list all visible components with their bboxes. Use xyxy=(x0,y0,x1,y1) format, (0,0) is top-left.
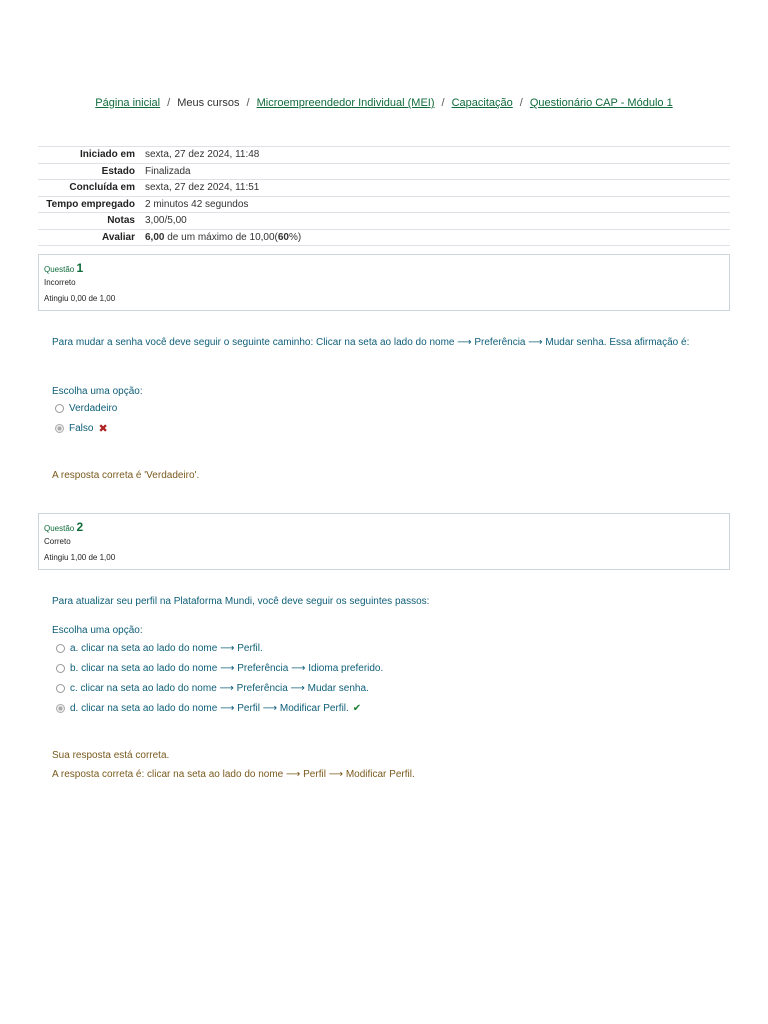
breadcrumb-section-link[interactable]: Capacitação xyxy=(451,97,513,109)
option-label: Verdadeiro xyxy=(69,403,118,414)
question-number xyxy=(44,520,83,534)
question-1-prompt: Escolha uma opção: xyxy=(52,386,143,397)
breadcrumb xyxy=(0,97,768,109)
q2-option-a[interactable] xyxy=(56,643,263,654)
q2-option-c[interactable] xyxy=(56,683,369,694)
breadcrumb-my-courses: Meus cursos xyxy=(177,97,240,109)
summary-value: 3,00/5,00 xyxy=(145,215,187,227)
question-2-text: Para atualizar seu perfil na Plataforma Mundi, você deve seguir os seguintes passos: xyxy=(52,596,430,607)
option-label: b. clicar na seta ao lado do nome ⟶ Preferência ⟶ Idioma preferido. xyxy=(70,663,384,674)
question-num: 1 xyxy=(76,261,84,275)
breadcrumb-separator: / xyxy=(246,97,250,109)
summary-row-state xyxy=(38,163,730,180)
question-num: 2 xyxy=(76,520,84,534)
incorrect-icon: ✖ xyxy=(98,423,108,435)
summary-row-started xyxy=(38,147,730,164)
question-1-text: Para mudar a senha você deve seguir o seguinte caminho: Clicar na seta ao lado do nome ⟶ Preferência ⟶ Mudar senha. Essa afirmação é: xyxy=(52,337,690,348)
breadcrumb-separator: / xyxy=(167,97,171,109)
summary-row-marks xyxy=(38,213,730,230)
question-2-feedback: Sua resposta está correta. xyxy=(52,750,170,761)
breadcrumb-separator: / xyxy=(519,97,523,109)
option-label: d. clicar na seta ao lado do nome ⟶ Perfil ⟶ Modificar Perfil. xyxy=(70,703,349,714)
q2-option-d[interactable] xyxy=(56,703,361,714)
summary-row-grade xyxy=(38,229,730,246)
option-label: Falso xyxy=(69,423,94,434)
grade-text: de um máximo de 10,00( xyxy=(164,231,278,243)
question-state: Incorreto xyxy=(44,278,76,287)
breadcrumb-course-link[interactable]: Microempreendedor Individual (MEI) xyxy=(256,97,435,109)
summary-label: Iniciado em xyxy=(79,149,135,161)
grade-text-end: %) xyxy=(288,231,302,243)
q1-option-verdadeiro[interactable] xyxy=(55,403,117,414)
summary-value: sexta, 27 dez 2024, 11:48 xyxy=(145,149,260,161)
radio-button[interactable] xyxy=(55,404,64,413)
summary-label: Avaliar xyxy=(102,231,135,243)
summary-value xyxy=(145,229,730,246)
summary-label: Concluída em xyxy=(69,182,135,194)
summary-label: Estado xyxy=(101,165,135,177)
grade-percent: 60 xyxy=(277,231,289,243)
question-2-info xyxy=(38,513,730,570)
summary-value: 2 minutos 42 segundos xyxy=(145,198,249,210)
breadcrumb-separator: / xyxy=(441,97,445,109)
option-label: a. clicar na seta ao lado do nome ⟶ Perfil. xyxy=(70,643,263,654)
question-number xyxy=(44,261,83,275)
question-label: Questão xyxy=(44,524,77,533)
summary-value: Finalizada xyxy=(145,165,191,177)
radio-button[interactable] xyxy=(56,664,65,673)
radio-button-checked[interactable] xyxy=(56,704,65,713)
question-label: Questão xyxy=(44,265,77,274)
question-2-prompt: Escolha uma opção: xyxy=(52,625,143,636)
q2-option-b[interactable] xyxy=(56,663,383,674)
summary-row-time xyxy=(38,196,730,213)
option-label: c. clicar na seta ao lado do nome ⟶ Preferência ⟶ Mudar senha. xyxy=(70,683,369,694)
breadcrumb-home-link[interactable]: Página inicial xyxy=(95,97,161,109)
summary-label: Notas xyxy=(107,215,135,227)
grade-score: 6,00 xyxy=(145,231,165,243)
radio-button[interactable] xyxy=(56,684,65,693)
radio-button-checked[interactable] xyxy=(55,424,64,433)
correct-check-icon: ✔ xyxy=(352,703,362,714)
question-grade: Atingiu 0,00 de 1,00 xyxy=(44,294,116,303)
question-1-feedback: A resposta correta é 'Verdadeiro'. xyxy=(52,470,200,481)
summary-label: Tempo empregado xyxy=(46,198,135,210)
radio-button[interactable] xyxy=(56,644,65,653)
q1-option-falso[interactable] xyxy=(55,422,108,435)
question-2-right-answer: A resposta correta é: clicar na seta ao lado do nome ⟶ Perfil ⟶ Modificar Perfil. xyxy=(52,769,415,780)
attempt-summary-table xyxy=(38,146,730,246)
question-state: Correto xyxy=(44,537,71,546)
question-grade: Atingiu 1,00 de 1,00 xyxy=(44,553,116,562)
question-1-info xyxy=(38,254,730,311)
breadcrumb-quiz-link[interactable]: Questionário CAP - Módulo 1 xyxy=(529,97,673,109)
summary-value: sexta, 27 dez 2024, 11:51 xyxy=(145,182,260,194)
summary-row-completed xyxy=(38,180,730,197)
